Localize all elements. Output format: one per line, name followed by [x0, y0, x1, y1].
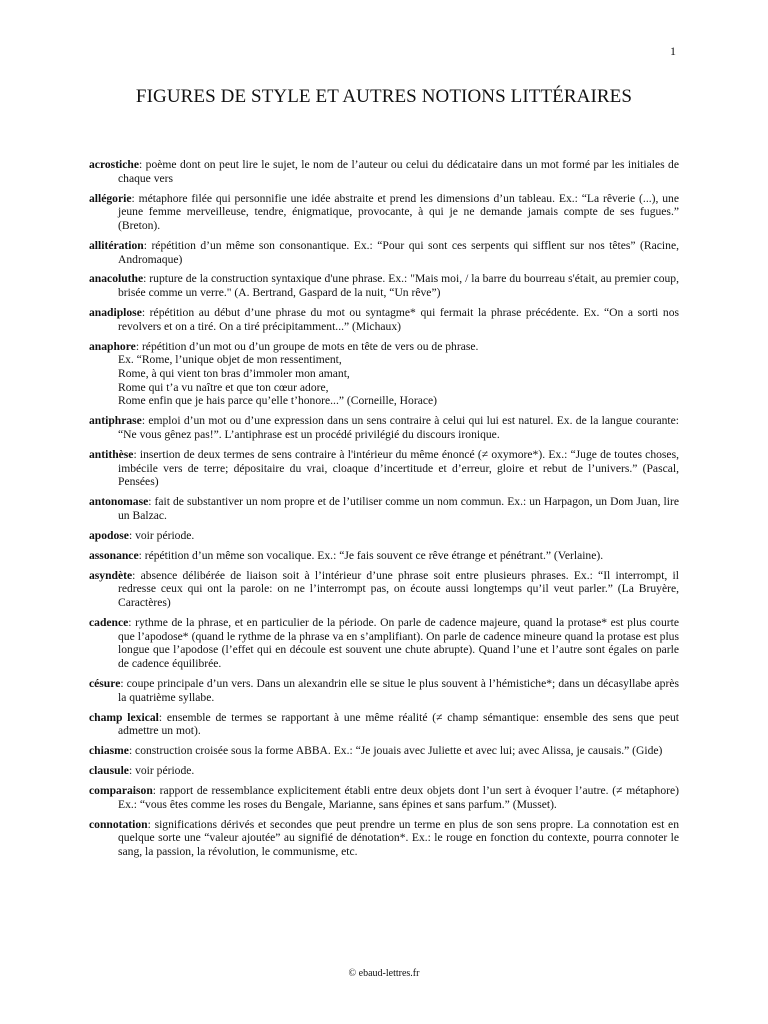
- entry-definition: : fait de substantiver un nom propre et de l’utiliser comme un nom commun. Ex.: un Harpagon, un Dom Juan, lire un Balzac.: [118, 495, 679, 522]
- entry-term: acrostiche: [89, 158, 140, 171]
- glossary-entry: [89, 616, 679, 671]
- glossary-entry: [89, 529, 679, 543]
- entry-term: comparaison: [89, 783, 153, 797]
- glossary-entry: [89, 764, 679, 778]
- entry-term: clausule: [89, 764, 129, 778]
- entry-term: antonomase: [89, 495, 149, 509]
- entry-definition: : voir période.: [128, 528, 195, 542]
- glossary-entry: [89, 744, 679, 758]
- example-line: Ex. “Rome, l’unique objet de mon ressentiment,: [118, 353, 342, 367]
- page-title: FIGURES DE STYLE ET AUTRES NOTIONS LITTÉRAIRES: [135, 86, 633, 107]
- entry-term: asyndète: [89, 568, 133, 582]
- entry-definition: : voir période.: [128, 764, 195, 778]
- glossary-entry: [89, 549, 679, 563]
- entry-definition: : rupture de la construction syntaxique d'une phrase. Ex.: "Mais moi, / la barre du bourreau s'était, au premier coup, brisée comme un verre." (A. Bertrand, Gaspard de la nuit, “Un rêve”): [118, 272, 679, 300]
- entry-term: champ lexical: [89, 710, 159, 724]
- entry-term: anacoluthe: [89, 272, 144, 286]
- glossary-entry: [89, 784, 679, 811]
- entry-term: anadiplose: [89, 306, 142, 320]
- entry-term: césure: [89, 676, 121, 690]
- entry-term: antithèse: [89, 447, 134, 461]
- entry-definition: : répétition d’un même son vocalique. Ex.: “Je fais souvent ce rêve étrange et pénétrant.” (Verlaine).: [138, 548, 604, 562]
- entry-term: cadence: [89, 615, 129, 629]
- glossary-entry: [89, 414, 679, 441]
- entry-term: antiphrase: [89, 414, 142, 428]
- entry-term: connotation: [89, 817, 148, 831]
- entry-definition: : répétition d’un même son consonantique. Ex.: “Pour qui sont ces serpents qui sifflent sur nos têtes” (Racine, Andromaque): [118, 238, 679, 266]
- glossary-entry: [89, 306, 679, 333]
- glossary-entry: [89, 239, 679, 266]
- glossary-entry: [89, 448, 679, 489]
- entry-term: apodose: [89, 528, 129, 542]
- entry-definition: : construction croisée sous la forme ABBA. Ex.: “Je jouais avec Juliette et avec lui; avec Alissa, je causais.” (Gide): [128, 744, 663, 758]
- glossary-entry: [89, 340, 679, 409]
- entry-definition: : répétition au début d’une phrase du mot ou syntagme* qui fermait la phrase précédente. Ex. “On a sorti nos revolvers et on a tiré. On a tiré précipitamment...” (Michaux): [118, 306, 679, 333]
- glossary-entry: [89, 272, 679, 299]
- glossary-entry: [89, 192, 679, 233]
- entry-definition: : rapport de ressemblance explicitement établi entre deux objets dont l’un sert à évoquer l’autre. (≠ métaphore) Ex.: “vous êtes comme les roses du Bengale, Marianne, sans épines et sans parfum.” (Musset).: [118, 783, 679, 811]
- entry-term: allégorie: [89, 191, 132, 205]
- entry-term: chiasme: [89, 744, 129, 758]
- glossary-entry: [89, 818, 679, 859]
- entry-definition: : rythme de la phrase, et en particulier de la période. On parle de cadence majeure, quand la protase* est plus courte que l’apodose* (quand le rythme de la phrase va en s’amplifiant). On parle de cadence mineure quand la protase est plus longue que l’apodose (l’effet qui en découle est souvent une chute abrupte). Quand l’une et l’autre sont égales on parle de cadence équilibrée.: [118, 615, 679, 671]
- glossary-entry: [89, 569, 679, 610]
- example-line: Rome qui t’a vu naître et que ton cœur adore,: [118, 380, 329, 394]
- glossary-list: [89, 158, 679, 865]
- entry-term: assonance: [89, 548, 139, 562]
- entry-definition: : absence délibérée de liaison soit à l’intérieur d’une phrase soit entre plusieurs phrases. Ex.: “Il interrompt, il redresse ceux qui ont la parole: on ne l’interrompt pas, on écoute aussi longtemps qu’il veut parler.” (La Bruyère, Caractères): [118, 568, 679, 610]
- entry-definition: : emploi d’un mot ou d’une expression dans un sens contraire à celui qui lui est naturel. Ex. de la langue courante: “Ne vous gênez pas!”. L’antiphrase est un procédé privilégié du discours ironique.: [118, 414, 679, 442]
- entry-definition: : répétition d’un mot ou d’un groupe de mots en tête de vers ou de phrase.: [135, 339, 479, 353]
- page-footer: © ebaud-lettres.fr: [348, 968, 420, 979]
- entry-example: [118, 353, 679, 408]
- entry-definition: : ensemble de termes se rapportant à une même réalité (≠ champ sémantique: ensemble des sens que peut admettre un mot).: [118, 710, 679, 738]
- entry-definition: : insertion de deux termes de sens contraire à l'intérieur du même énoncé (≠ oxymore*). Ex.: “Juge de toutes choses, imbécile vers de terre; dépositaire du vrai, cloaque d’incertitude et d’erreur, gloire et rebut de l’univers.” (Pascal, Pensées): [118, 447, 679, 489]
- glossary-entry: [89, 677, 679, 704]
- glossary-entry: [89, 158, 679, 185]
- page-number: 1: [670, 44, 676, 58]
- entry-definition: : significations dérivés et secondes que peut prendre un terme en plus de son sens propre. La connotation est en quelque sorte une “valeur ajoutée” au signifié de dénotation*. Ex.: le rouge en fonction du contexte, pourra connoter le sang, la passion, la révolution, le communisme, etc.: [118, 817, 679, 858]
- entry-definition: : métaphore filée qui personnifie une idée abstraite et prend les dimensions d’un tableau. Ex.: “La rêverie (...), une jeune femme merveilleuse, tendre, énigmatique, provocante, à qui je ne demande jamais compte de ses fugues.” (Breton).: [118, 191, 679, 232]
- entry-term: allitération: [89, 238, 144, 252]
- glossary-entry: [89, 711, 679, 738]
- entry-definition: : coupe principale d’un vers. Dans un alexandrin elle se situe le plus souvent à l’hémistiche*; dans un décasyllabe après la quatrième syllabe.: [118, 676, 679, 704]
- entry-definition: : poème dont on peut lire le sujet, le nom de l’auteur ou celui du dédicataire dans un mot formé par les initiales de chaque vers: [118, 158, 679, 185]
- entry-term: anaphore: [89, 339, 136, 353]
- glossary-entry: [89, 495, 679, 522]
- example-line: Rome, à qui vient ton bras d’immoler mon amant,: [118, 367, 350, 381]
- example-line: Rome enfin que je hais parce qu’elle t’honore...” (Corneille, Horace): [118, 394, 438, 408]
